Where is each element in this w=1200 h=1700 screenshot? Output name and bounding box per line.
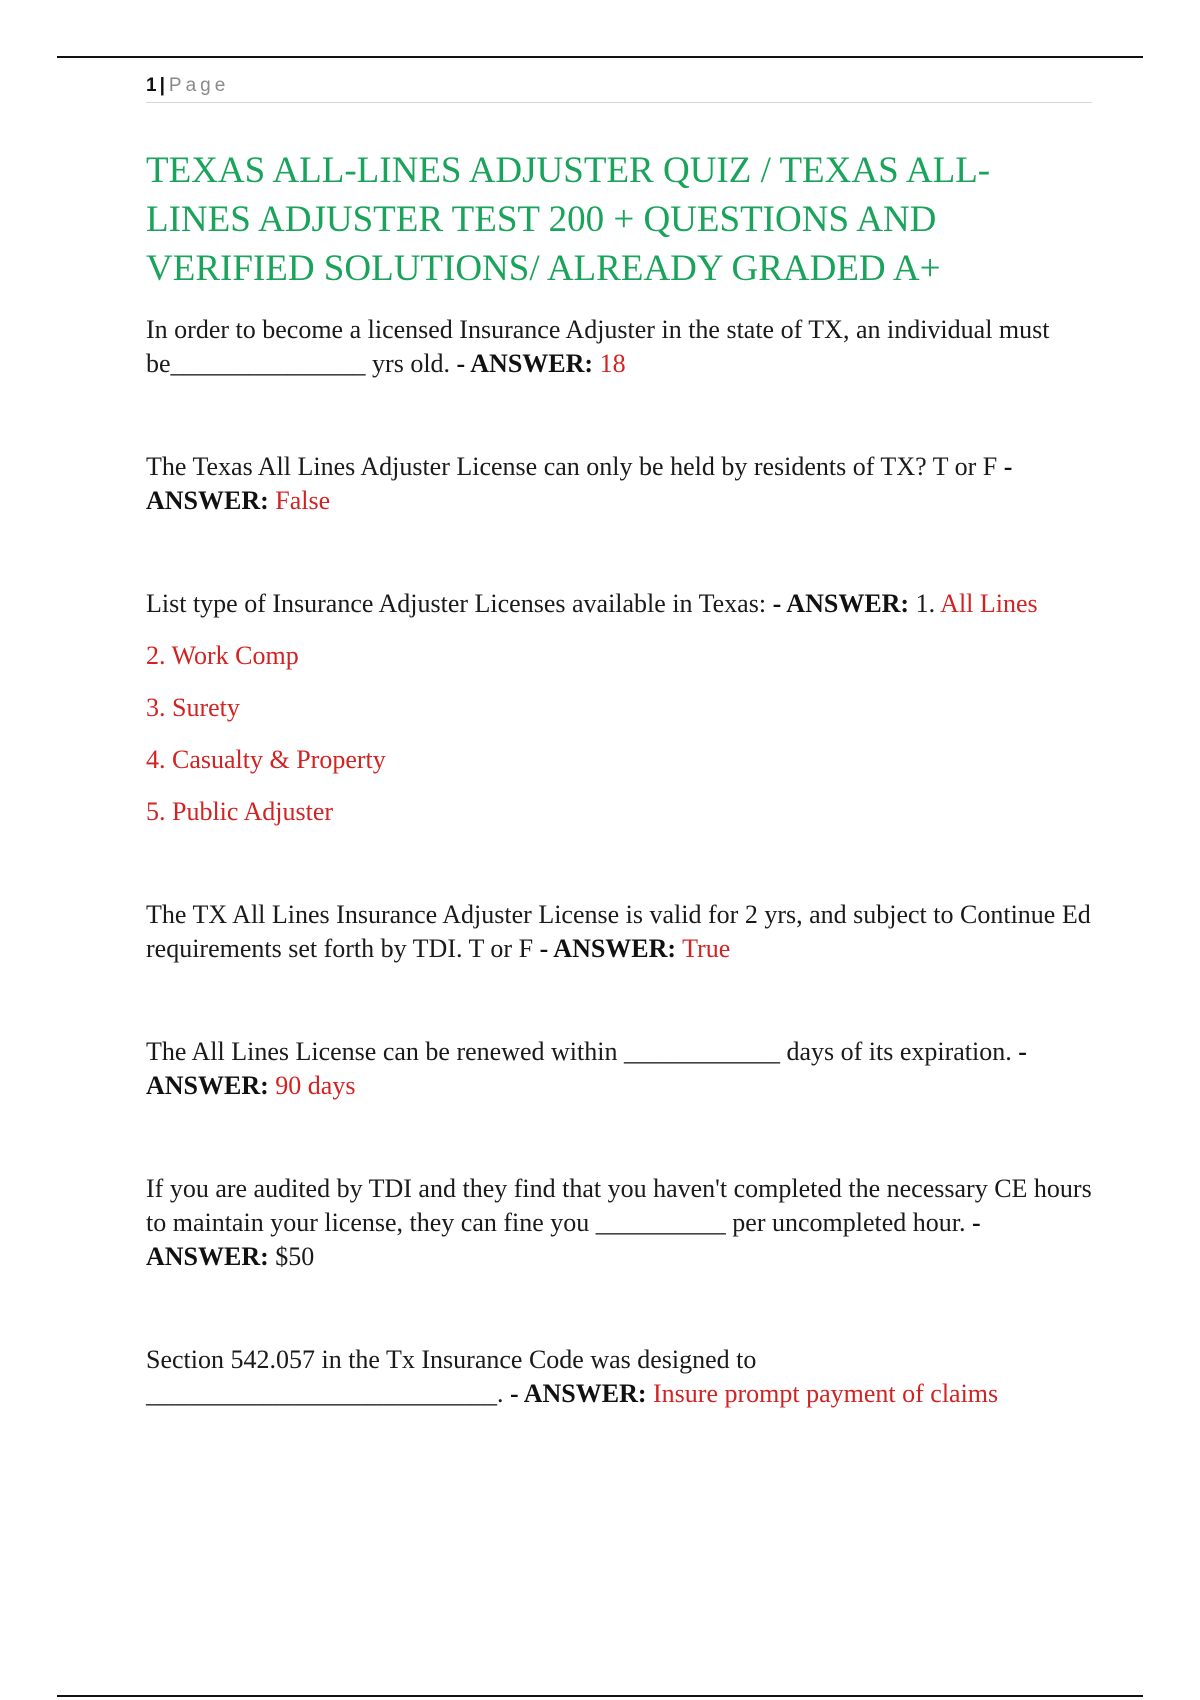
bottom-rule	[57, 1695, 1143, 1697]
qa-item-7	[146, 1343, 1092, 1411]
answer-label: - ANSWER:	[146, 452, 1013, 515]
answer-list-item: 2. Work Comp	[146, 641, 299, 670]
answer-label: - ANSWER:	[456, 349, 594, 378]
answer-list-item: 3. Surety	[146, 693, 240, 722]
document-body	[146, 146, 1092, 1411]
answer-text: 90 days	[275, 1071, 356, 1100]
qa-item-3	[146, 587, 1092, 621]
question-text: The Texas All Lines Adjuster License can only be held by residents of TX? T or F	[146, 452, 998, 481]
answer-prefix: 1.	[915, 589, 936, 618]
answer-label: - ANSWER:	[510, 1379, 647, 1408]
question-text: The All Lines License can be renewed within ____________ days of its expiration.	[146, 1037, 1012, 1066]
qa-item-1	[146, 313, 1092, 381]
qa-item-2	[146, 450, 1092, 518]
qa-item-5	[146, 1035, 1092, 1103]
answer-text: Insure prompt payment of claims	[653, 1379, 999, 1408]
answer-text: False	[275, 486, 331, 515]
question-text: List type of Insurance Adjuster Licenses available in Texas:	[146, 589, 767, 618]
question-text: Section 542.057 in the Tx Insurance Code was designed to ___________________________.	[146, 1345, 757, 1408]
header-divider	[146, 102, 1092, 103]
page-number: 1	[146, 75, 157, 96]
answer-text: 18	[599, 349, 626, 378]
answer-text: True	[682, 934, 731, 963]
answer-label: - ANSWER:	[146, 1208, 981, 1271]
answer-list-item: 5. Public Adjuster	[146, 797, 334, 826]
answer-label: - ANSWER:	[539, 934, 677, 963]
question-text: The TX All Lines Insurance Adjuster License is valid for 2 yrs, and subject to Continue Ed requirements set forth by TDI. T or F	[146, 900, 1091, 963]
page-separator: |	[159, 75, 165, 96]
qa-item-4	[146, 898, 1092, 966]
answer-list-item: 4. Casualty & Property	[146, 745, 386, 774]
top-rule	[57, 56, 1143, 58]
answer-label: - ANSWER:	[772, 589, 910, 618]
question-text: If you are audited by TDI and they find that you haven't completed the necessary CE hours to maintain your license, they can fine you __________ per uncompleted hour.	[146, 1174, 1092, 1237]
page-word: Page	[168, 75, 230, 96]
qa-item-6	[146, 1172, 1092, 1274]
answer-label: - ANSWER:	[146, 1037, 1027, 1100]
page-header	[146, 74, 1092, 98]
document-title: TEXAS ALL-LINES ADJUSTER QUIZ / TEXAS ALL-LINES ADJUSTER TEST 200 + QUESTIONS AND VERIFIED SOLUTIONS/ ALREADY GRADED A+	[146, 150, 991, 289]
answer-text: $50	[275, 1242, 315, 1271]
question-text: In order to become a licensed Insurance Adjuster in the state of TX, an individual must be_______________ yrs old.	[146, 315, 1050, 378]
answer-text: All Lines	[940, 589, 1038, 618]
